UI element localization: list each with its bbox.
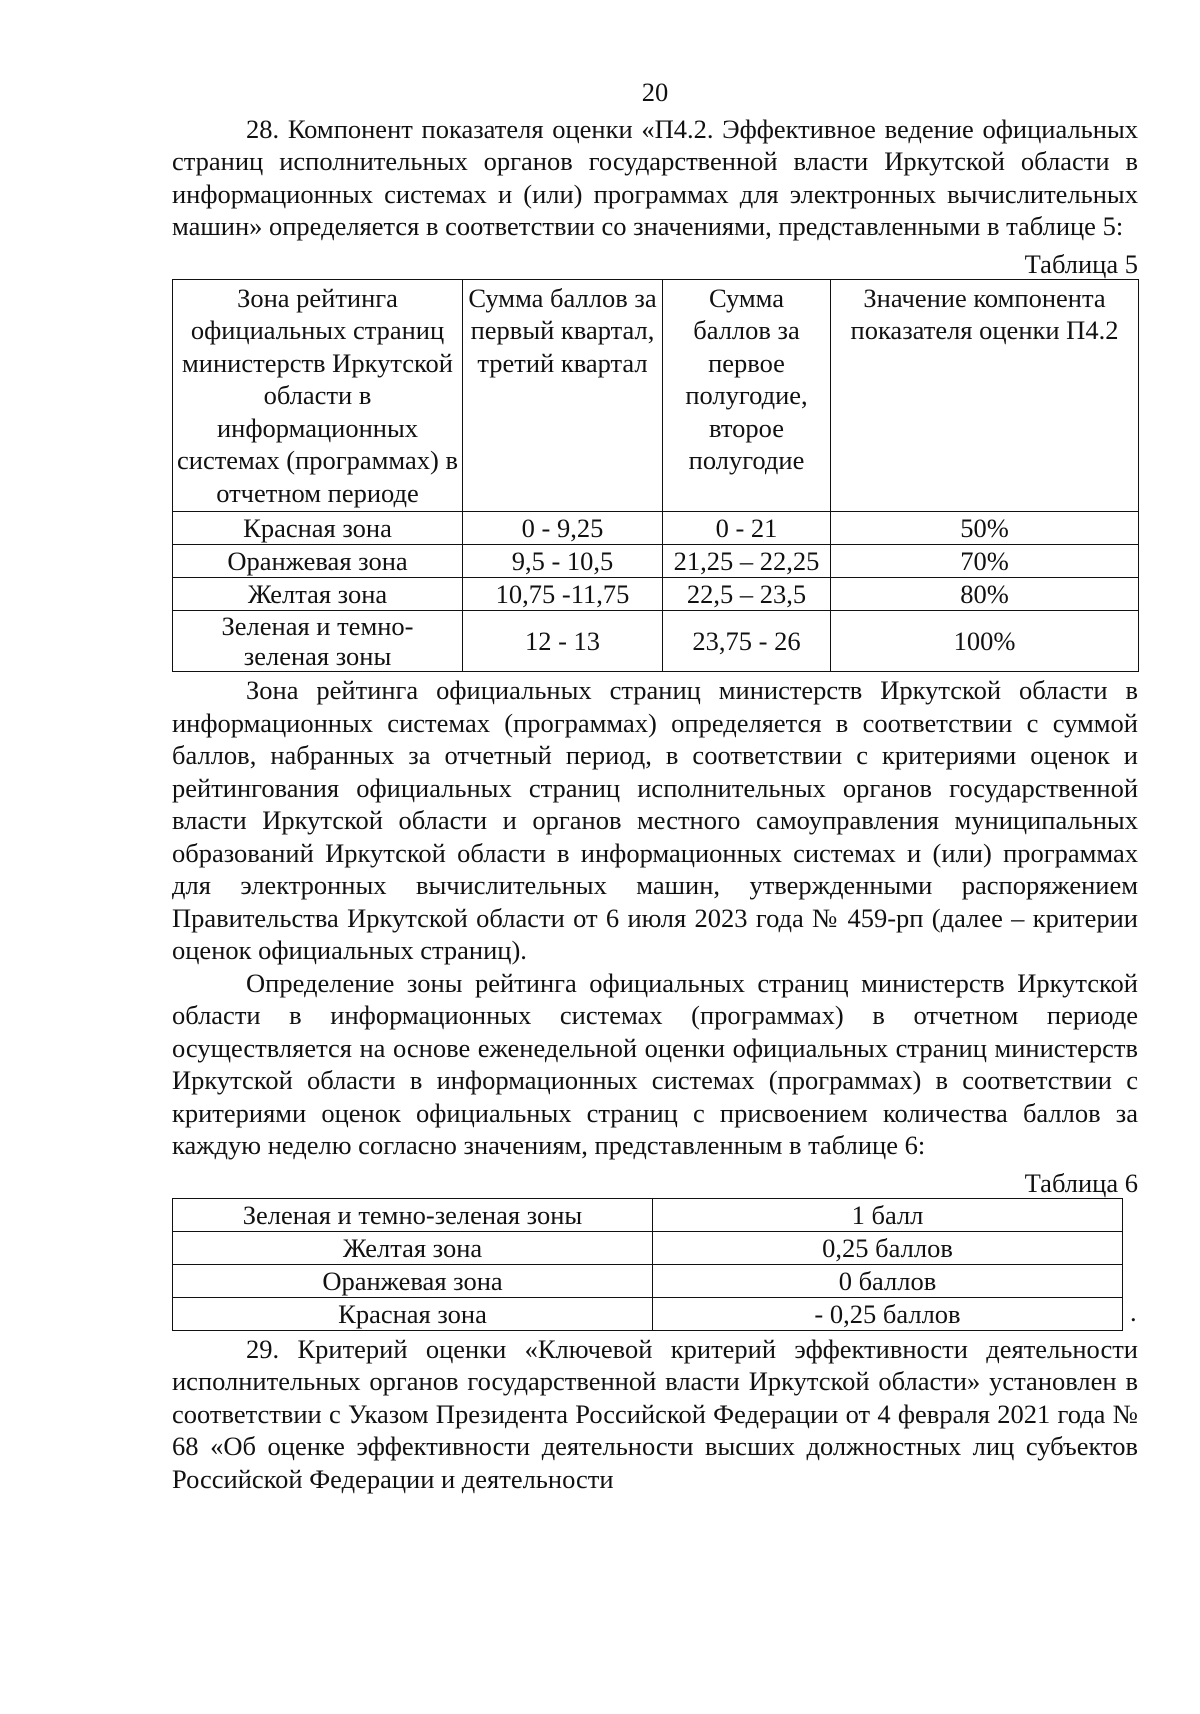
table-cell: 9,5 - 10,5 xyxy=(463,545,663,578)
table-cell: 0 - 21 xyxy=(663,512,831,545)
table-cell: 0 баллов xyxy=(653,1264,1123,1297)
document-page xyxy=(172,76,1138,1495)
table-row xyxy=(173,611,1139,672)
table-cell: 1 балл xyxy=(653,1198,1123,1231)
table-cell: 70% xyxy=(831,545,1139,578)
table-5-header-quarter-sum: Сумма баллов за первый квартал, третий квартал xyxy=(463,279,663,512)
paragraph-28: 28. Компонент показателя оценки «П4.2. Эффективное ведение официальных страниц исполнительных органов государственной власти Иркутской области в информационных системах и (или) программах для электронных вычислительных машин» определяется в соответствии со значениями, представленными в таблице 5: xyxy=(172,113,1138,241)
table-cell: 21,25 – 22,25 xyxy=(663,545,831,578)
table-5-header-row xyxy=(173,279,1139,512)
table-cell: - 0,25 баллов xyxy=(653,1297,1123,1330)
table-5 xyxy=(172,279,1139,673)
table-cell: 80% xyxy=(831,578,1139,611)
table-cell: Желтая зона xyxy=(173,578,463,611)
table-cell: Красная зона xyxy=(173,512,463,545)
table-cell: Красная зона xyxy=(173,1297,653,1330)
table-cell: Оранжевая зона xyxy=(173,1264,653,1297)
table-cell: 100% xyxy=(831,611,1139,672)
paragraph-zone-rating: Зона рейтинга официальных страниц министерств Иркутской области в информационных системах (программах) определяется в соответствии с суммой баллов, набранных за отчетный период, в соответствии с критериями оценок и рейтингования официальных страниц исполнительных органов государственной власти Иркутской области и органов местного самоуправления муниципальных образований Иркутской области в информационных системах и (или) программах для электронных вычислительных машин, утвержденными распоряжением Правительства Иркутской области от 6 июля 2023 года № 459-рп (далее – критерии оценок официальных страниц). xyxy=(172,675,1138,965)
table-cell: Зеленая и темно-зеленая зоны xyxy=(173,1198,653,1231)
table-cell: 0 - 9,25 xyxy=(463,512,663,545)
table-5-header-halfyear-sum: Сумма баллов за первое полугодие, второе полугодие xyxy=(663,279,831,512)
table-5-caption: Таблица 5 xyxy=(1024,248,1138,279)
table-5-header-component-value: Значение компонента показателя оценки П4.2 xyxy=(831,279,1139,512)
table-cell: Оранжевая зона xyxy=(173,545,463,578)
table-row xyxy=(173,1198,1123,1231)
table-cell: 0,25 баллов xyxy=(653,1231,1123,1264)
table-row xyxy=(173,512,1139,545)
table-cell: 12 - 13 xyxy=(463,611,663,672)
paragraph-29: 29. Критерий оценки «Ключевой критерий эффективности деятельности исполнительных органов государственной власти Иркутской области» установлен в соответствии с Указом Президента Российской Федерации от 4 февраля 2021 года № 68 «Об оценке эффективности деятельности высших должностных лиц субъектов Российской Федерации и деятельности xyxy=(172,1333,1138,1494)
table-cell: 50% xyxy=(831,512,1139,545)
table-row xyxy=(173,578,1139,611)
table-cell: 23,75 - 26 xyxy=(663,611,831,672)
table-cell: Зеленая и темно-зеленая зоны xyxy=(173,611,463,672)
table-6-trailing-dot: . xyxy=(1130,1297,1137,1327)
page-number: 20 xyxy=(641,77,669,107)
table-row xyxy=(173,1231,1123,1264)
table-cell: 10,75 -11,75 xyxy=(463,578,663,611)
table-cell: Желтая зона xyxy=(173,1231,653,1264)
table-6 xyxy=(172,1198,1123,1331)
table-5-header-zone: Зона рейтинга официальных страниц министерств Иркутской области в информационных системах (программах) в отчетном периоде xyxy=(173,279,463,512)
table-row xyxy=(173,545,1139,578)
table-row xyxy=(173,1297,1123,1330)
paragraph-zone-definition: Определение зоны рейтинга официальных страниц министерств Иркутской области в информационных системах (программах) в отчетном периоде осуществляется на основе еженедельной оценки официальных страниц министерств Иркутской области в информационных системах (программах) в соответствии с критериями оценок официальных страниц с присвоением количества баллов за каждую неделю согласно значениям, представленным в таблице 6: xyxy=(172,967,1138,1160)
table-6-caption: Таблица 6 xyxy=(1024,1167,1138,1198)
table-row xyxy=(173,1264,1123,1297)
table-6-wrapper xyxy=(172,1198,1138,1331)
table-cell: 22,5 – 23,5 xyxy=(663,578,831,611)
